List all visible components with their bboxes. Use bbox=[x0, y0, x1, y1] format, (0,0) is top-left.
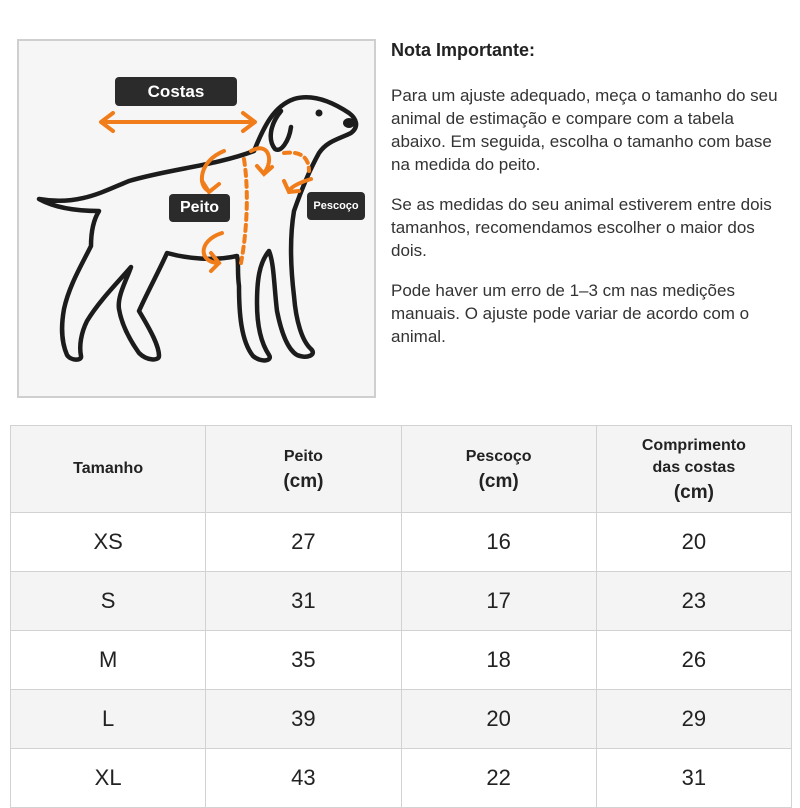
cell-size: XS bbox=[11, 513, 206, 572]
table-row bbox=[11, 513, 792, 572]
cell-neck: 17 bbox=[401, 572, 596, 631]
header-neck bbox=[401, 426, 596, 513]
header-neck-text: Pescoço bbox=[465, 447, 532, 465]
cell-size: XL bbox=[11, 749, 206, 808]
header-chest bbox=[206, 426, 401, 513]
back-arrow bbox=[101, 113, 255, 131]
cell-neck: 16 bbox=[401, 513, 596, 572]
cell-back: 20 bbox=[596, 513, 791, 572]
cell-neck: 18 bbox=[401, 631, 596, 690]
table-header-row bbox=[11, 426, 792, 513]
cell-back: 31 bbox=[596, 749, 791, 808]
table-row bbox=[11, 690, 792, 749]
cell-chest: 43 bbox=[206, 749, 401, 808]
header-back-text-2: das costas bbox=[652, 458, 736, 476]
header-size-text: Tamanho bbox=[73, 460, 144, 477]
dog-eye bbox=[316, 110, 323, 117]
dog-nose bbox=[343, 118, 355, 128]
cell-chest: 31 bbox=[206, 572, 401, 631]
notes-paragraph-2: Se as medidas do seu animal estiverem entre dois tamanhos, recomendamos escolher o maior dos dois. bbox=[391, 195, 772, 260]
cell-chest: 27 bbox=[206, 513, 401, 572]
table-row bbox=[11, 572, 792, 631]
cell-back: 29 bbox=[596, 690, 791, 749]
header-chest-unit: (cm) bbox=[283, 470, 324, 492]
neck-label: Pescoço bbox=[307, 192, 365, 220]
cell-size: M bbox=[11, 631, 206, 690]
back-label: Costas bbox=[115, 77, 237, 106]
cell-back: 23 bbox=[596, 572, 791, 631]
cell-size: L bbox=[11, 690, 206, 749]
cell-neck: 20 bbox=[401, 690, 596, 749]
cell-chest: 35 bbox=[206, 631, 401, 690]
important-notes bbox=[391, 38, 791, 365]
notes-paragraph-1: Para um ajuste adequado, meça o tamanho do seu animal de estimação e compare com a tabela abaixo. Em seguida, escolha o tamanho com base na medida do peito. bbox=[391, 86, 778, 174]
notes-title: Nota Importante: bbox=[391, 40, 535, 60]
cell-chest: 39 bbox=[206, 690, 401, 749]
chest-label: Peito bbox=[169, 194, 230, 222]
cell-size: S bbox=[11, 572, 206, 631]
size-chart-table bbox=[10, 425, 792, 808]
table-row bbox=[11, 749, 792, 808]
header-back-length bbox=[596, 426, 791, 513]
cell-back: 26 bbox=[596, 631, 791, 690]
header-size bbox=[11, 426, 206, 513]
header-back-text-1: Comprimento bbox=[641, 436, 746, 454]
header-back-unit: (cm) bbox=[673, 481, 714, 503]
cell-neck: 22 bbox=[401, 749, 596, 808]
header-chest-text: Peito bbox=[283, 447, 323, 465]
dog-outline bbox=[39, 97, 356, 360]
notes-paragraph-3: Pode haver um erro de 1–3 cm nas medições manuais. O ajuste pode variar de acordo com o animal. bbox=[391, 281, 750, 346]
header-neck-unit: (cm) bbox=[478, 470, 519, 492]
measurement-diagram bbox=[17, 39, 376, 398]
table-row bbox=[11, 631, 792, 690]
